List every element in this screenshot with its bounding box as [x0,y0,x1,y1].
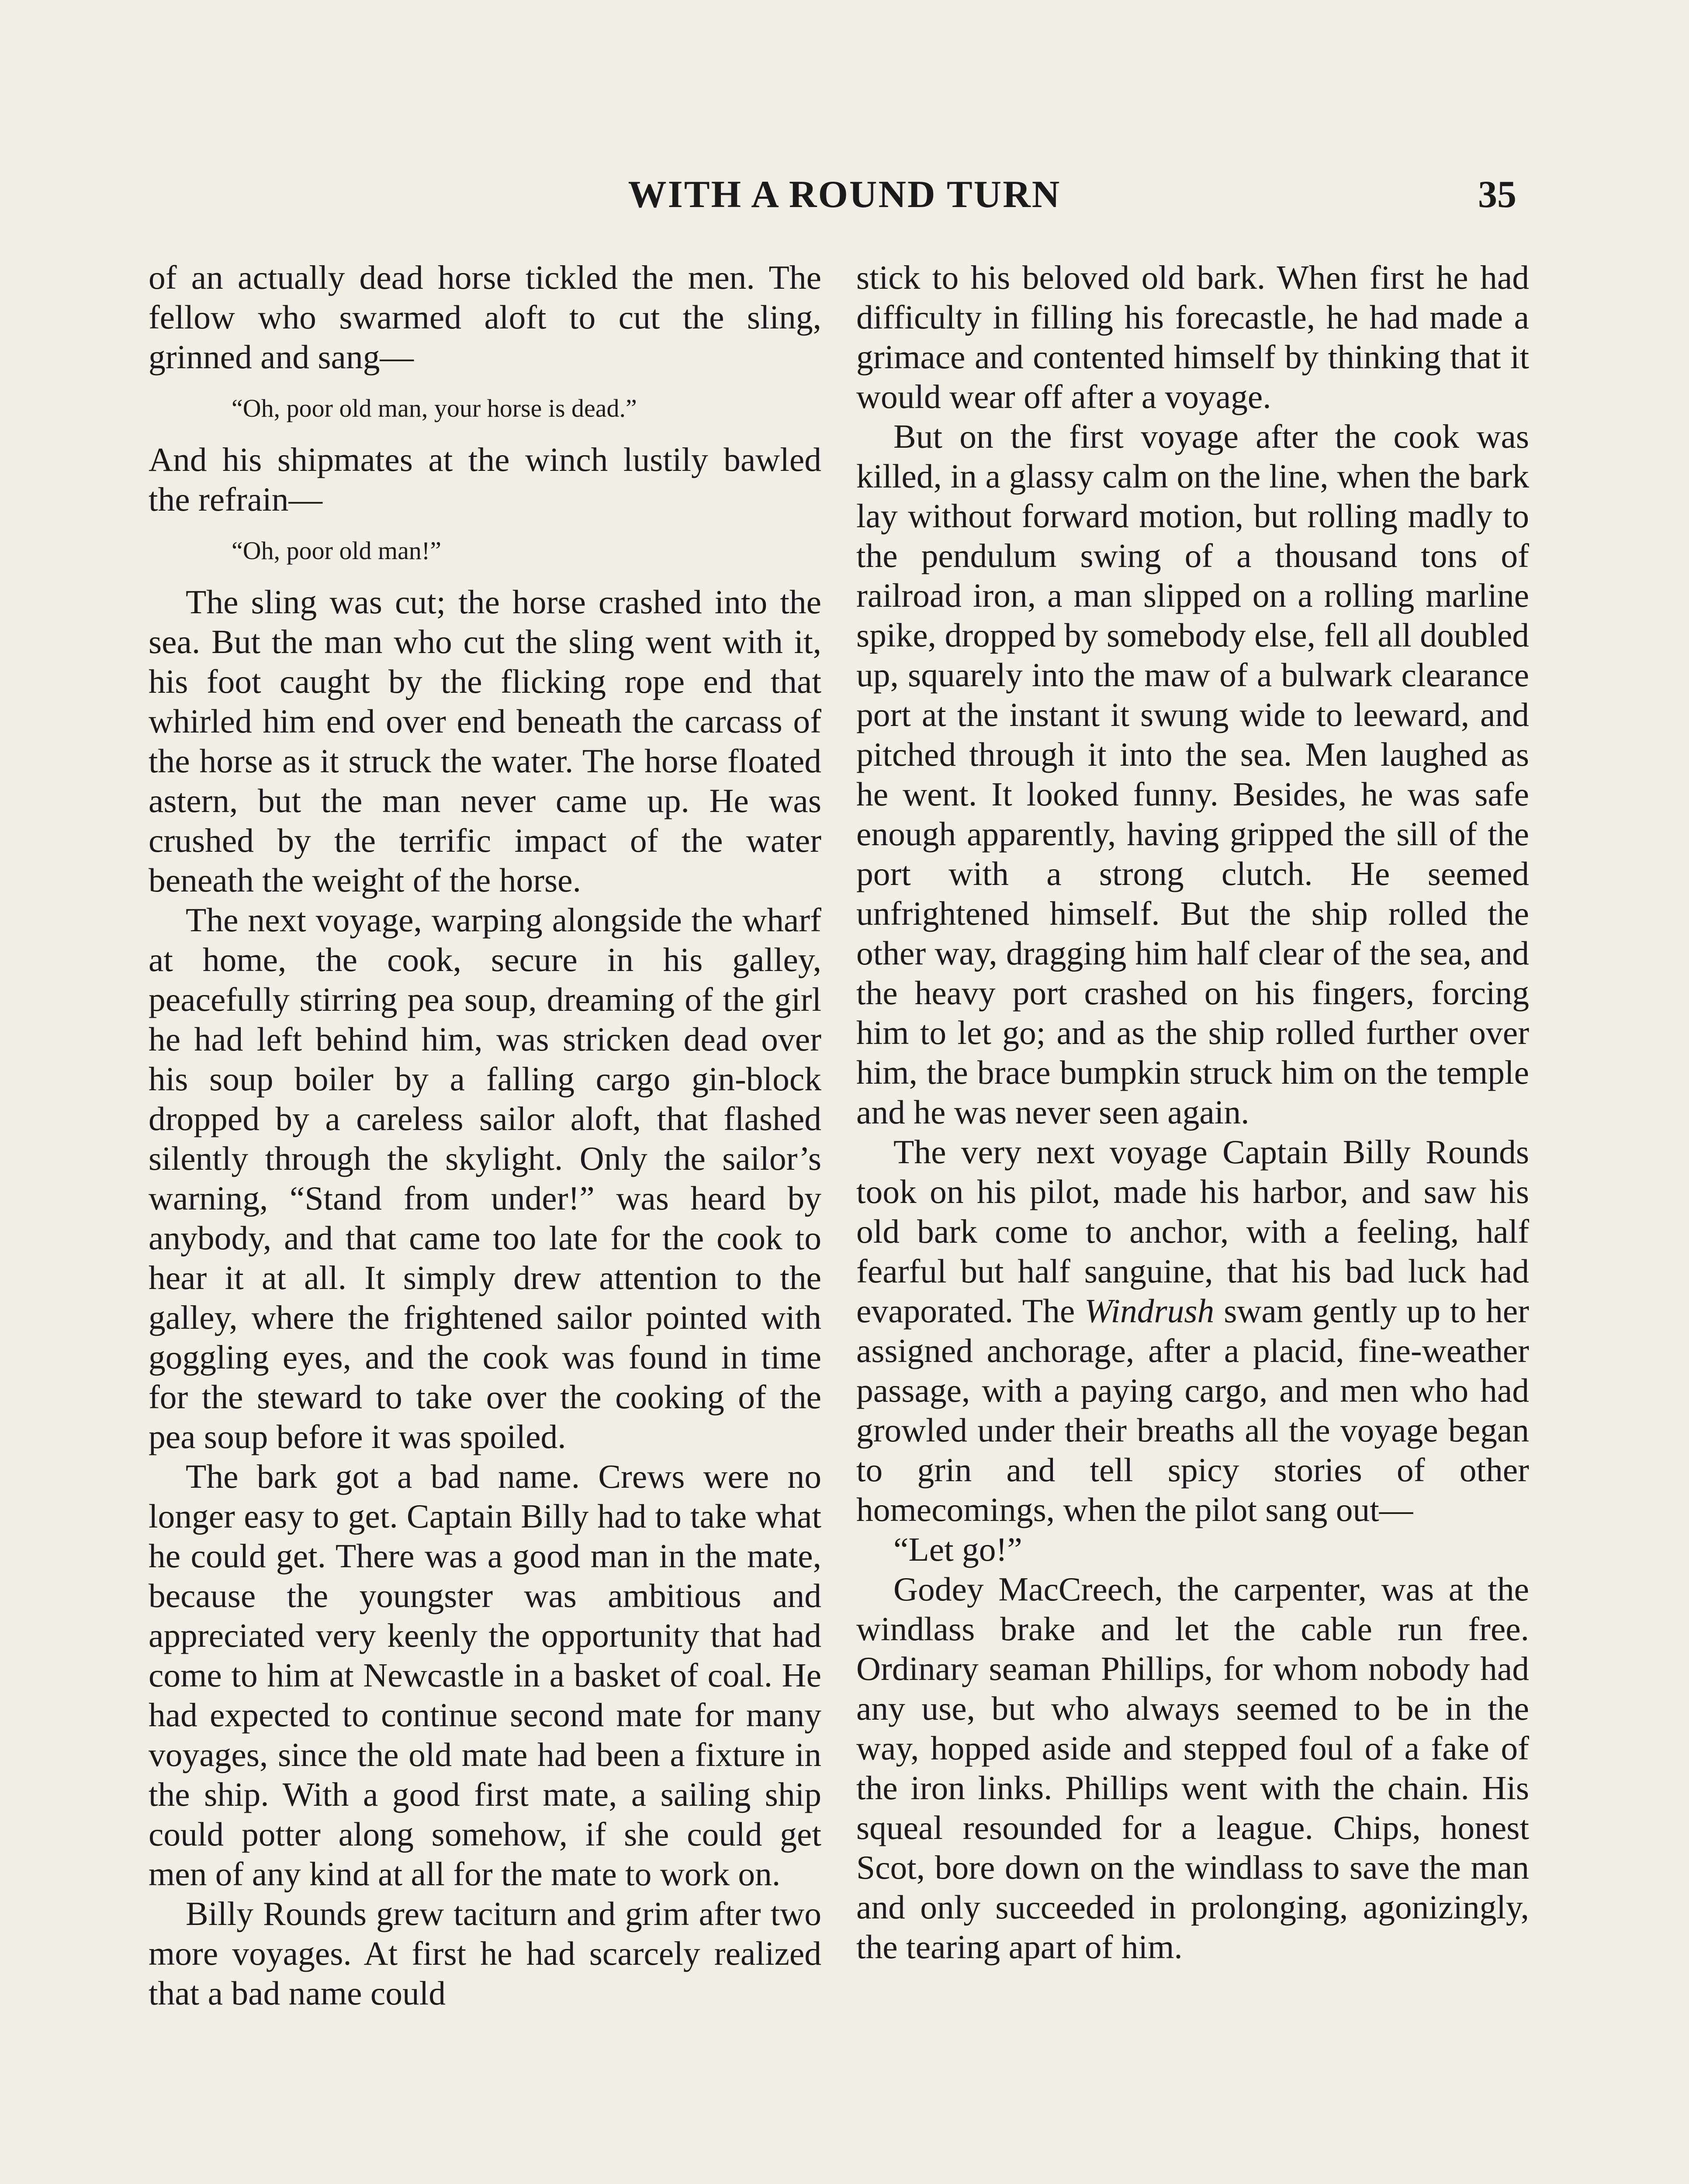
paragraph: The next voyage, warping alongside the wharf at home, the cook, secure in his galley, peacefully stirring pea soup, dreaming of the girl he had left behind him, was stricken dead over his soup boiler by a falling cargo gin-block dropped by a careless sailor aloft, that flashed silently through the skylight. Only the sailor’s warning, “Stand from under!” was heard by anybody, and that came too late for the cook to hear it at all. It simply drew attention to the galley, where the frightened sailor pointed with goggling eyes, and the cook was found in time for the steward to take over the cooking of the pea soup before it was spoiled. [149,901,821,1455]
paragraph: But on the first voyage after the cook was killed, in a glassy calm on the line, when the bark lay without forward motion, but rolling madly to the pendulum swing of a thousand tons of railroad iron, a man slipped on a rolling marline spike, dropped by somebody else, fell all doubled up, squarely into the maw of a bulwark clearance port at the instant it swung wide to leeward, and pitched through it into the sea. Men laughed as he went. It looked funny. Besides, he was safe enough apparently, having gripped the sill of the port with a strong clutch. He seemed unfrightened himself. But the ship rolled the other way, dragging him half clear of the sea, and the heavy port crashed on his fingers, forcing him to let go; and as the ship rolled further over him, the brace bumpkin struck him on the temple and he was never seen again. [856,418,1529,1131]
paragraph: The sling was cut; the horse crashed into the sea. But the man who cut the sling went with it, his foot caught by the flicking rope end that whirled him end over end beneath the carcass of the horse as it struck the water. The horse floated astern, but the man never came up. He was crushed by the terrific impact of the water beneath the weight of the horse. [149,583,821,899]
left-column [149,258,821,2184]
text-run: The very next voyage Captain Billy Rounds took on his pilot, made his harbor, and saw his old bark come to anchor, with a feeling, half fearful but half sanguine, that his bad luck had evaporated. The [856,1133,1529,1330]
song-lyric: “Oh, poor old man!” [232,536,441,565]
paragraph: Billy Rounds grew taciturn and grim after two more voyages. At first he had scarcely realized that a bad name could [149,1895,821,2012]
running-title: WITH A ROUND TURN [628,173,1061,216]
dialogue-line: “Let go!” [893,1531,1022,1568]
paragraph: of an actually dead horse tickled the men. The fellow who swarmed aloft to cut the sling, grinned and sang— [149,259,821,376]
text-run: swam gently up to her assigned anchorage, after a placid, fine-weather passage, with a paying cargo, and men who had growled under their breaths all the voyage began to grin and tell spicy stories of other homecomings, when the pilot sang out— [856,1292,1529,1528]
ship-name: Windrush [1084,1292,1215,1330]
page-header [0,173,1689,234]
paragraph: The bark got a bad name. Crews were no longer easy to get. Captain Billy had to take what he could get. There was a good man in the mate, because the youngster was ambitious and appreciated very keenly the opportunity that had come to him at Newcastle in a basket of coal. He had expected to continue second mate for many voyages, since the old mate had been a fixture in the ship. With a good first mate, a sailing ship could potter along somehow, if she could get men of any kind at all for the mate to work on. [149,1458,821,1893]
song-lyric: “Oh, poor old man, your horse is dead.” [232,394,637,422]
paragraph [856,1132,1529,1530]
paragraph: And his shipmates at the winch lustily bawled the refrain— [149,441,821,518]
page-number: 35 [1478,173,1516,216]
paragraph: stick to his beloved old bark. When first he had difficulty in filling his forecastle, he had made a grimace and contented himself by thinking that it would wear off after a voyage. [856,259,1529,415]
paragraph: Godey MacCreech, the carpenter, was at the windlass brake and let the cable run free. Ordinary seaman Phillips, for whom nobody had any use, but who always seemed to be in the way, hopped aside and stepped foul of a fake of the iron links. Phillips went with the chain. His squeal resounded for a league. Chips, honest Scot, bore down on the windlass to save the man and only succeeded in prolonging, agonizingly, the tearing apart of him. [856,1570,1529,1966]
right-column [856,258,1529,2184]
